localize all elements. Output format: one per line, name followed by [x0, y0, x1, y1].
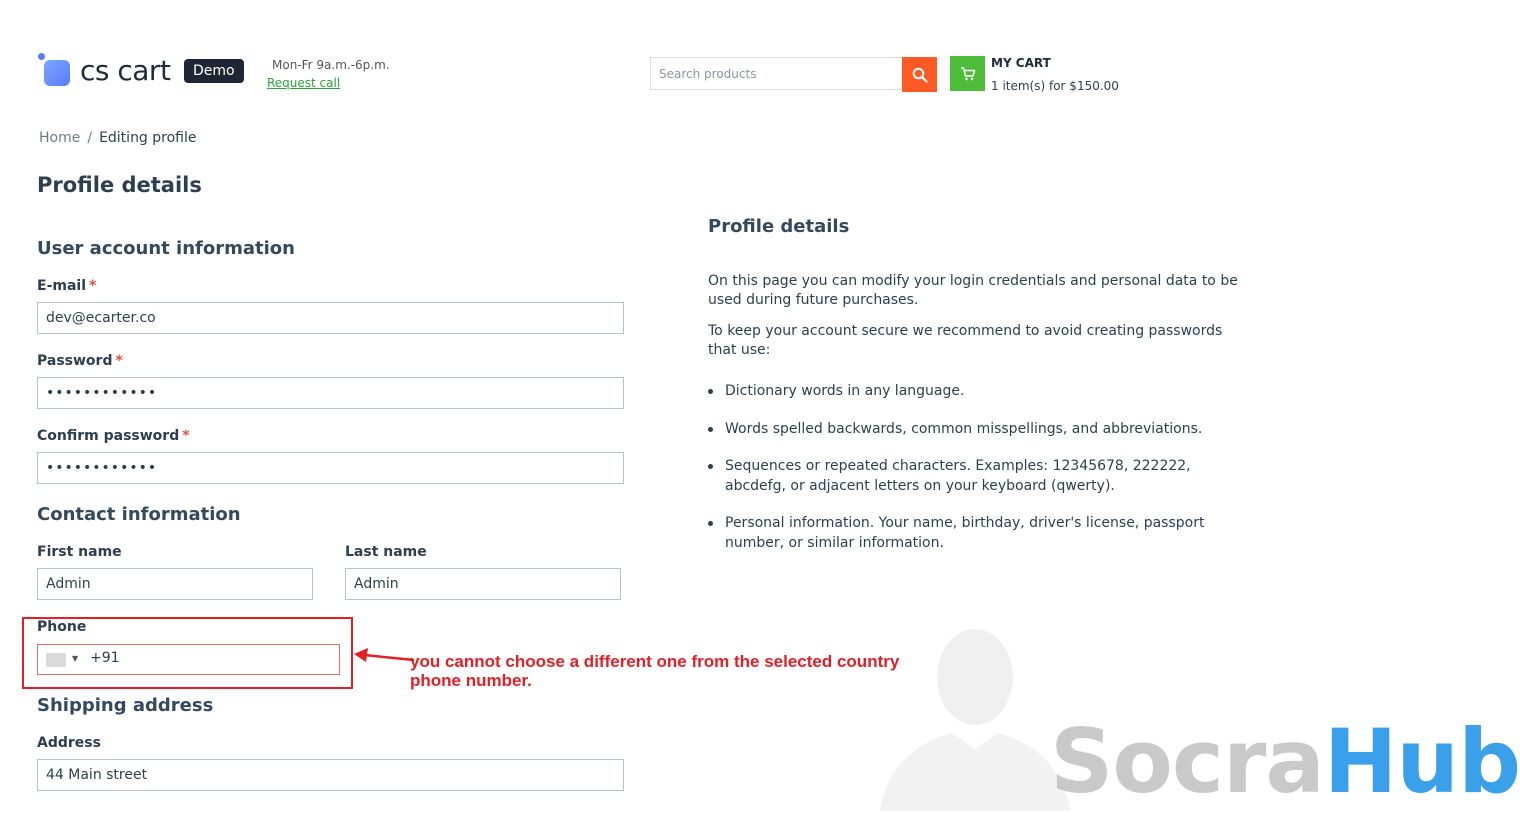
required-mark: *: [182, 428, 190, 444]
logo-text[interactable]: cs cart: [80, 54, 171, 87]
search-icon: [912, 67, 928, 83]
password-field[interactable]: [37, 377, 624, 409]
demo-badge: Demo: [184, 59, 244, 83]
page-title: Profile details: [37, 173, 202, 197]
breadcrumb-home[interactable]: Home: [39, 130, 81, 146]
list-item: Dictionary words in any language.: [708, 382, 1243, 402]
required-mark: *: [89, 278, 97, 294]
breadcrumb-current: Editing profile: [99, 130, 197, 146]
password-tips-list: [708, 382, 1243, 553]
request-call-link[interactable]: Request call: [267, 76, 341, 90]
watermark-logo: SocraHub: [1050, 710, 1520, 813]
list-item: Personal information. Your name, birthday, driver's license, passport number, or similar information.: [708, 514, 1243, 553]
phone-label: Phone: [37, 619, 87, 635]
info-title: Profile details: [708, 216, 850, 237]
first-name-label: First name: [37, 544, 122, 560]
cart-button[interactable]: [950, 56, 985, 91]
annotation-text: you cannot choose a different one from the selected country phone number.: [410, 652, 900, 690]
password-label: Password *: [37, 353, 123, 369]
search-button[interactable]: [902, 57, 937, 92]
logo-dot: [38, 53, 45, 60]
chevron-down-icon[interactable]: ▼: [72, 654, 79, 663]
country-flag-icon[interactable]: [46, 653, 66, 667]
first-name-field[interactable]: [37, 568, 313, 600]
last-name-field[interactable]: [345, 568, 621, 600]
breadcrumb-separator: /: [87, 130, 93, 146]
breadcrumb: [39, 130, 197, 146]
list-item: Sequences or repeated characters. Examples: 12345678, 222222, abcdefg, or adjacent letters on your keyboard (qwerty).: [708, 457, 1243, 496]
confirm-password-label: Confirm password *: [37, 428, 190, 444]
cart-summary[interactable]: 1 item(s) for $150.00: [991, 79, 1119, 93]
logo-icon[interactable]: [44, 60, 70, 86]
working-hours: Mon-Fr 9a.m.-6p.m.: [272, 58, 390, 72]
search-input[interactable]: [650, 57, 902, 90]
cart-title[interactable]: MY CART: [991, 56, 1051, 70]
info-paragraph-2: To keep your account secure we recommend to avoid creating passwords that use:: [708, 323, 1223, 358]
account-section-title: User account information: [37, 238, 295, 259]
address-label: Address: [37, 735, 101, 751]
list-item: Words spelled backwards, common misspellings, and abbreviations.: [708, 420, 1243, 440]
email-label: E-mail *: [37, 278, 97, 294]
contact-section-title: Contact information: [37, 504, 241, 525]
confirm-password-field[interactable]: [37, 452, 624, 484]
info-paragraph-1: On this page you can modify your login credentials and personal data to be used during future purchases.: [708, 273, 1238, 308]
phone-field[interactable]: [37, 644, 340, 675]
address-field[interactable]: [37, 759, 624, 791]
person-silhouette-icon: [880, 615, 1070, 811]
shipping-section-title: Shipping address: [37, 695, 214, 716]
email-field[interactable]: [37, 302, 624, 334]
annotation-arrow-icon: [350, 645, 416, 667]
phone-prefix[interactable]: +91: [90, 650, 120, 666]
last-name-label: Last name: [345, 544, 427, 560]
required-mark: *: [115, 353, 123, 369]
cart-icon: [960, 67, 976, 81]
